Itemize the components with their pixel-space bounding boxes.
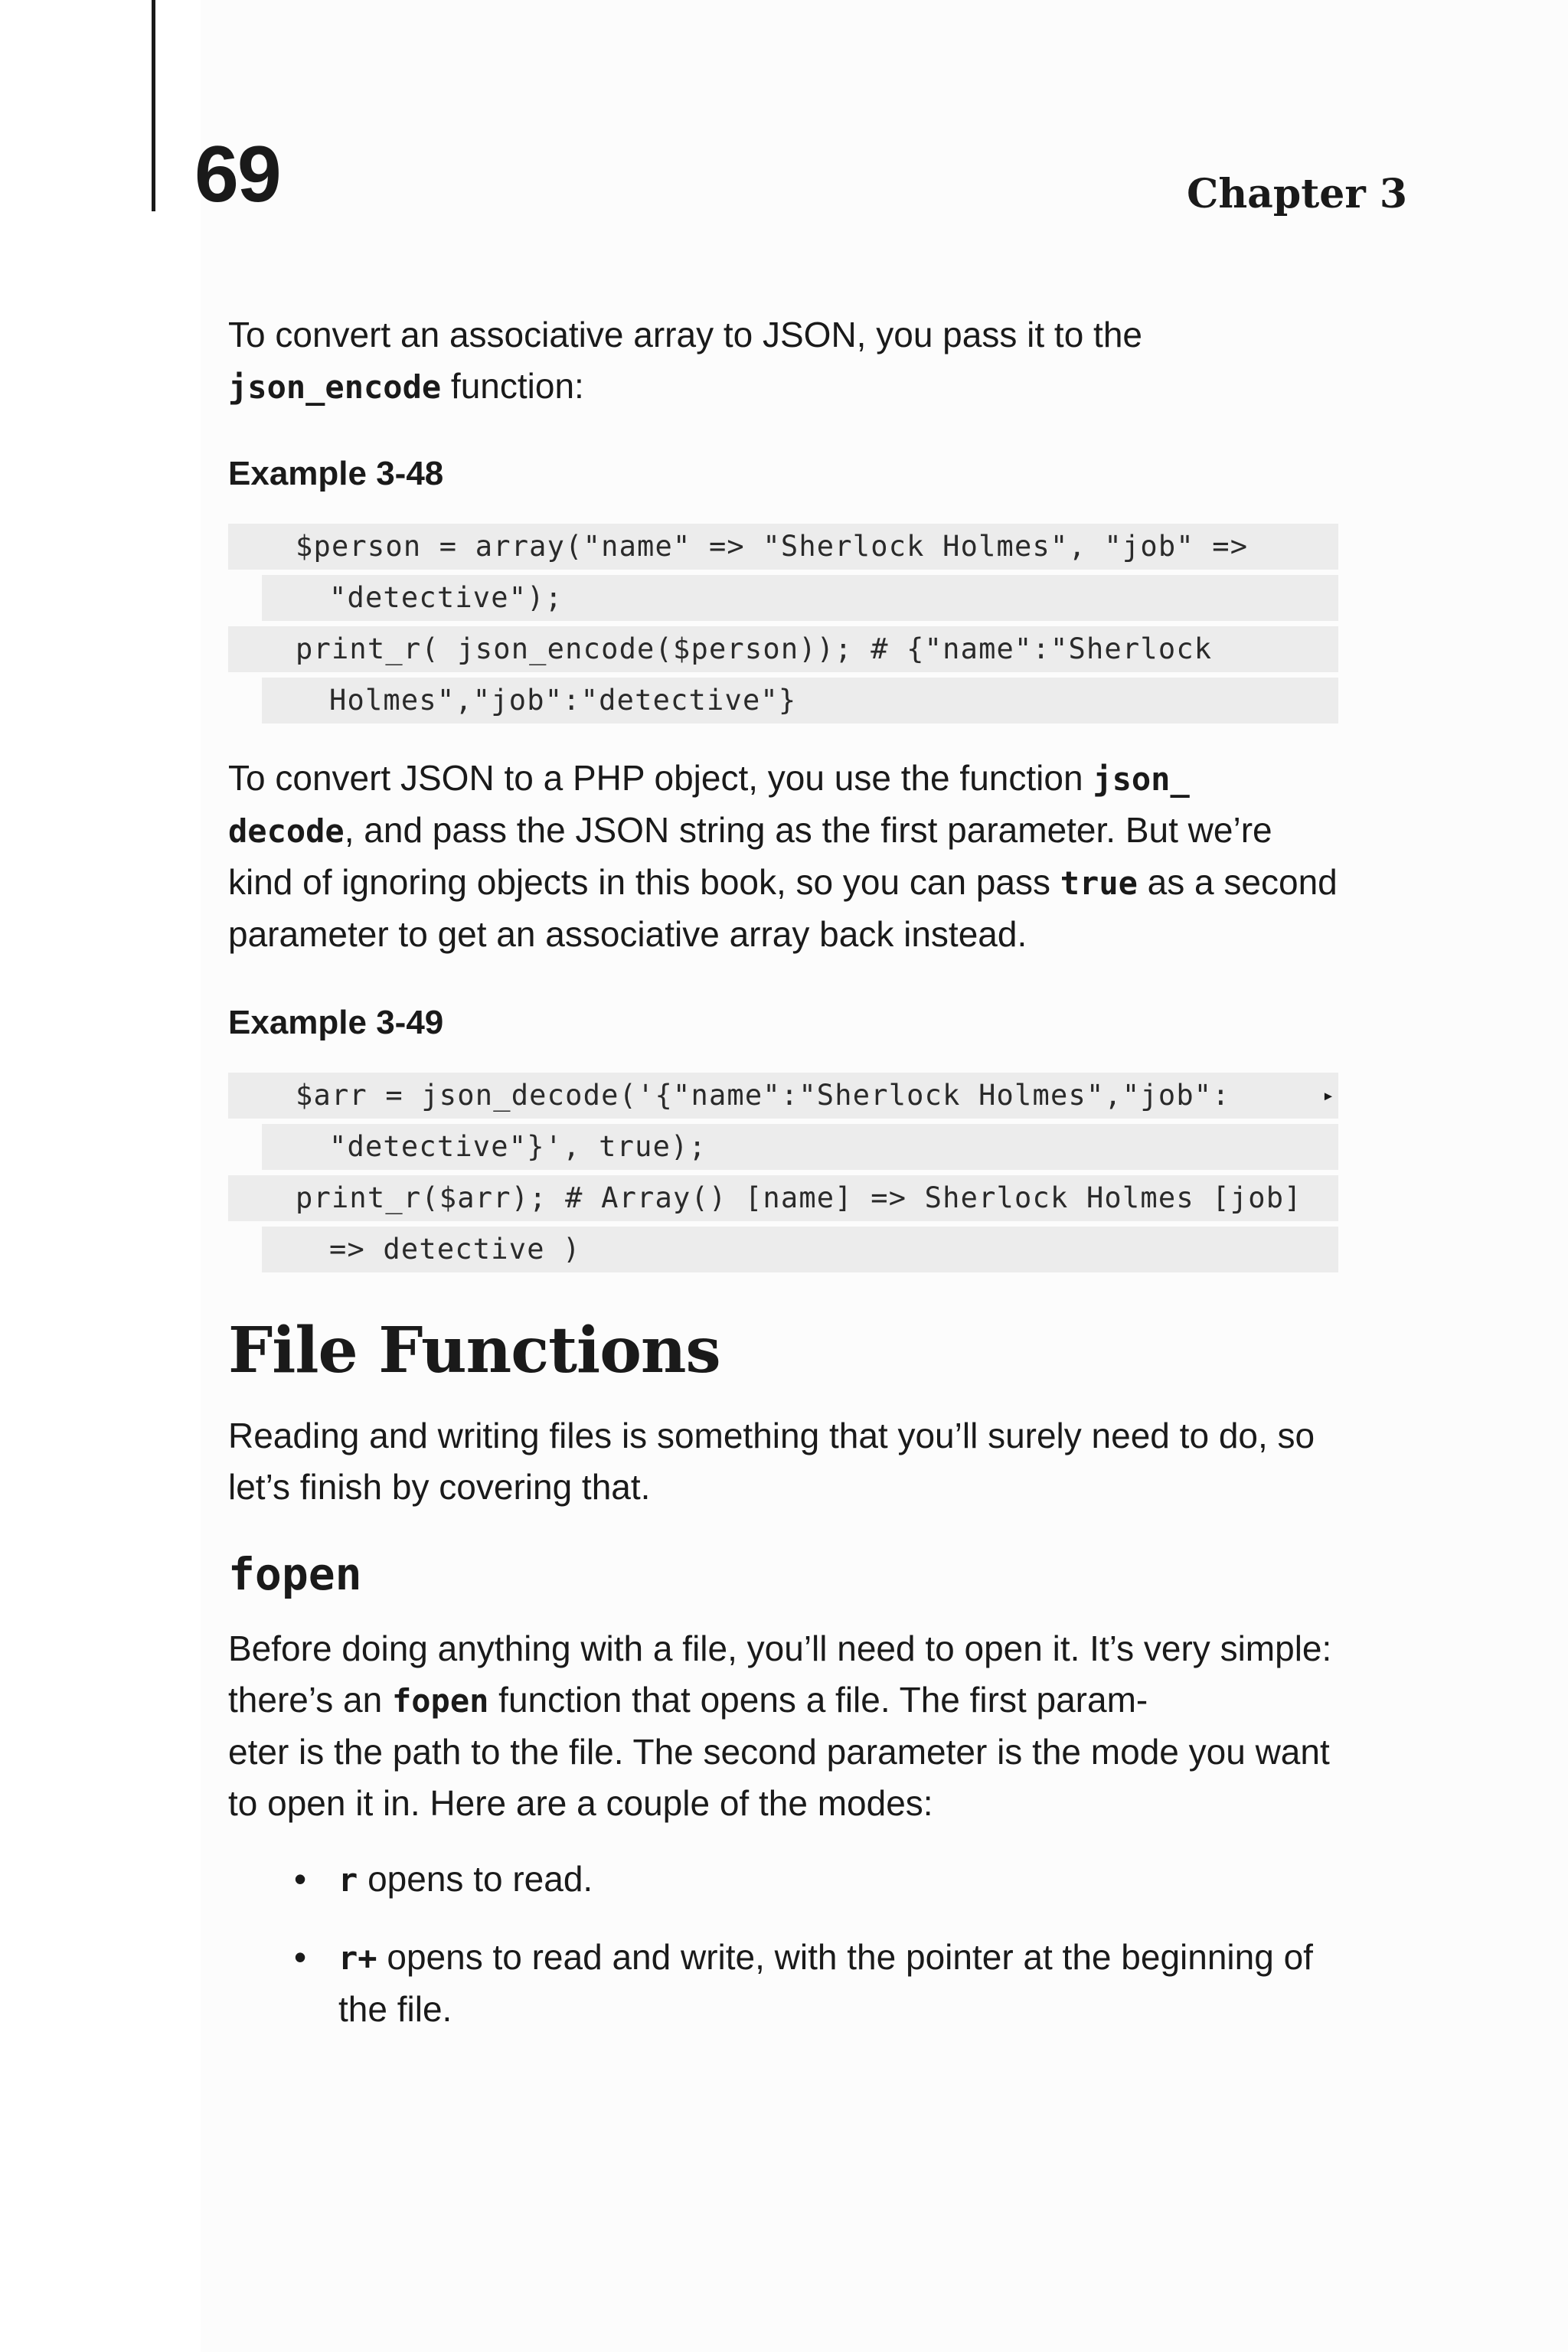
- bullet-icon: •: [294, 1937, 307, 1977]
- code-line: print_r($arr); # Array() [name] => Sherlock Holmes [job]: [228, 1175, 1338, 1221]
- example-3-49-code-block: [228, 1073, 1338, 1272]
- decode-text-middle: , and pass the JSON string as the first parameter. But we’re kind of ignoring objects in this book, so you can pass: [228, 810, 1272, 902]
- example-3-48-label: Example 3-48: [228, 455, 444, 492]
- header-rule: [152, 0, 155, 211]
- code-line: [228, 1073, 1338, 1119]
- subsection-title-fopen: fopen: [228, 1548, 362, 1600]
- code-line: print_r( json_encode($person)); # {"name":"Sherlock: [228, 626, 1338, 672]
- bullet-icon: •: [294, 1859, 307, 1899]
- code-line: $person = array("name" => "Sherlock Holmes", "job" =>: [228, 524, 1338, 570]
- list-item: [228, 1932, 1338, 2035]
- file-functions-paragraph: Reading and writing files is something that you’ll surely need to do, so let’s finish by covering that.: [228, 1416, 1315, 1507]
- code-line: "detective");: [262, 575, 1338, 621]
- list-item: [228, 1854, 1338, 1906]
- decode-text-end: as a second parameter to get an associative array back instead.: [228, 862, 1338, 954]
- fopen-paragraph: [228, 1623, 1338, 1829]
- intro-text-end: function:: [441, 366, 584, 406]
- fopen-text: Before doing anything with a file, you’ll need to open it. It’s very simple: there’s an: [228, 1628, 1332, 1720]
- overflow-arrow-icon: ▸: [1322, 1084, 1335, 1107]
- inline-code-fopen: fopen: [391, 1682, 489, 1720]
- code-line-text: $arr = json_decode('{"name":"Sherlock Holmes","job":: [296, 1079, 1230, 1112]
- example-3-48-code-block: [228, 524, 1338, 724]
- inline-code-true: true: [1060, 864, 1138, 902]
- inline-code-json-encode: json_encode: [228, 368, 442, 406]
- decode-paragraph: [228, 753, 1338, 960]
- inline-code-mode: r: [338, 1861, 358, 1899]
- mode-description: opens to read.: [358, 1859, 593, 1899]
- mode-description: opens to read and write, with the pointer at the beginning of the file.: [338, 1937, 1313, 2029]
- page-content: [228, 309, 1338, 2035]
- fopen-text-middle: function that opens a file. The first param-: [488, 1680, 1148, 1720]
- intro-text: To convert an associative array to JSON, you pass it to the: [228, 315, 1143, 354]
- decode-text: To convert JSON to a PHP object, you use the function: [228, 758, 1093, 798]
- fopen-modes-list: [228, 1854, 1338, 2035]
- code-line: Holmes","job":"detective"}: [262, 678, 1338, 724]
- example-3-49-label: Example 3-49: [228, 1004, 444, 1041]
- intro-paragraph: [228, 309, 1338, 413]
- section-title-file-functions: File Functions: [228, 1314, 720, 1387]
- code-line: => detective ): [262, 1227, 1338, 1272]
- inline-code-mode: r+: [338, 1939, 377, 1977]
- fopen-text-end: eter is the path to the file. The second parameter is the mode you want to open it in. Here are a couple of the modes:: [228, 1732, 1330, 1823]
- page-number: 69: [194, 130, 280, 219]
- code-line: "detective"}', true);: [262, 1124, 1338, 1170]
- chapter-label: Chapter 3: [1186, 171, 1407, 217]
- inline-code-json-decode-part1: json_: [1093, 760, 1190, 798]
- inline-code-json-decode-part2: decode: [228, 812, 345, 850]
